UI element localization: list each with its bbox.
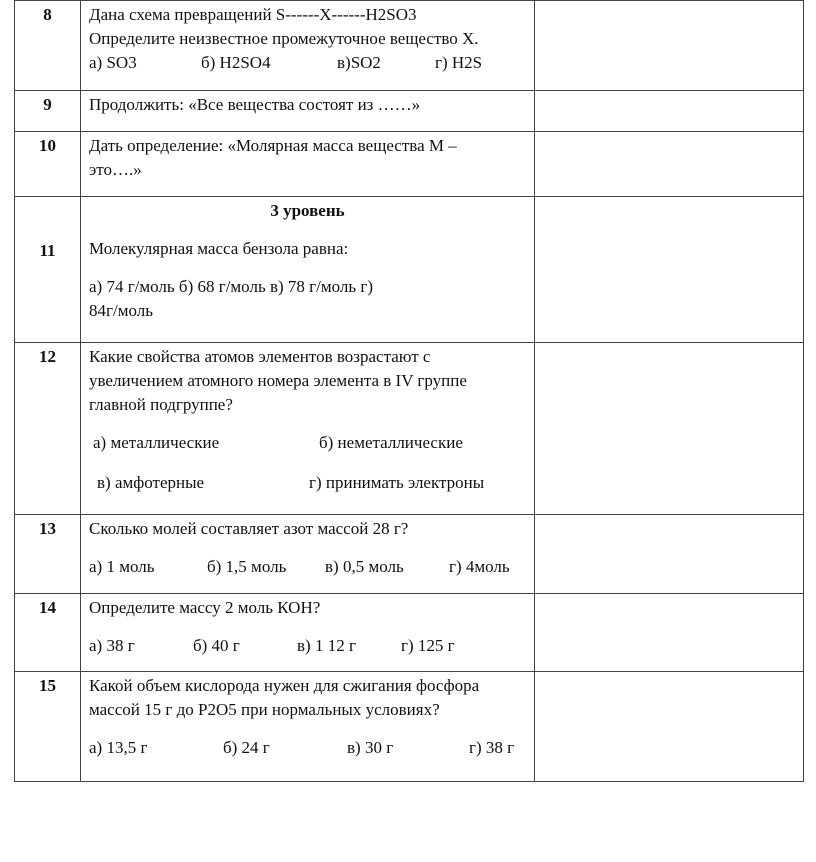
option-d: г) 125 г (401, 636, 455, 655)
option-c: в) 30 г (347, 738, 394, 757)
question-text (81, 672, 535, 782)
option-c: в)SO2 (337, 53, 381, 72)
option-b: б) 24 г (223, 738, 270, 757)
question-line: Какой объем кислорода нужен для сжигания фосфора (89, 676, 480, 695)
option-d: г) H2S (435, 53, 483, 72)
question-text (81, 197, 535, 343)
answer-options (89, 634, 526, 658)
question-line-part: Дана схема превращений S------X------H2SO3 (89, 5, 417, 24)
answer-cell[interactable] (535, 197, 804, 343)
question-text (81, 132, 535, 197)
option-a: а) SO3 (89, 53, 137, 72)
answer-options (89, 51, 526, 75)
option-a: а) 13,5 г (89, 738, 148, 757)
question-row (15, 594, 804, 672)
question-text (81, 91, 535, 132)
level-heading: 3 уровень (270, 201, 345, 220)
answer-options (89, 736, 526, 760)
answer-options-continued: 84г/моль (89, 301, 153, 320)
answer-options (89, 471, 526, 495)
answer-options: а) 74 г/моль б) 68 г/моль в) 78 г/моль г) (89, 277, 373, 296)
question-number-text: 11 (39, 241, 56, 260)
question-line: массой 15 г до Р2О5 при нормальных условиях? (89, 700, 440, 719)
answer-options (89, 555, 526, 579)
answer-cell[interactable] (535, 91, 804, 132)
question-number: 9 (15, 91, 81, 132)
answer-options (89, 431, 526, 455)
answer-cell[interactable] (535, 672, 804, 782)
option-c: в) амфотерные (97, 473, 205, 492)
option-b: б) неметаллические (319, 433, 463, 452)
question-text (81, 1, 535, 91)
question-row (15, 132, 804, 197)
questions-table (14, 0, 804, 782)
question-line: Дать определение: «Молярная масса вещества М – (89, 136, 457, 155)
question-number: 15 (15, 672, 81, 782)
question-line: Определите массу 2 моль КОН? (89, 598, 321, 617)
question-row (15, 197, 804, 343)
question-line: Сколько молей составляет азот массой 28 г? (89, 519, 409, 538)
question-number: 12 (15, 343, 81, 515)
option-a: а) 1 моль (89, 557, 155, 576)
question-line: увеличением атомного номера элемента в IV группе (89, 371, 467, 390)
question-row (15, 91, 804, 132)
option-d: г) 38 г (469, 738, 515, 757)
question-number: 13 (15, 515, 81, 594)
answer-cell[interactable] (535, 594, 804, 672)
answer-cell[interactable] (535, 132, 804, 197)
option-d: г) принимать электроны (309, 473, 485, 492)
question-number (15, 197, 81, 343)
option-b: б) 40 г (193, 636, 240, 655)
option-a: а) металлические (93, 433, 220, 452)
question-row (15, 1, 804, 91)
question-line: главной подгруппе? (89, 395, 233, 414)
answer-cell[interactable] (535, 515, 804, 594)
question-line: это….» (89, 160, 142, 179)
option-a: а) 38 г (89, 636, 135, 655)
option-d: г) 4моль (449, 557, 510, 576)
question-line (89, 3, 526, 27)
option-c: в) 0,5 моль (325, 557, 404, 576)
question-line-part: Определите неизвестное промежуточное вещество Х. (89, 29, 479, 48)
question-text (81, 515, 535, 594)
question-line: Какие свойства атомов элементов возрастают с (89, 347, 431, 366)
answer-cell[interactable] (535, 343, 804, 515)
option-b: б) H2SO4 (201, 53, 271, 72)
question-text (81, 594, 535, 672)
question-row (15, 343, 804, 515)
question-line: Молекулярная масса бензола равна: (89, 239, 349, 258)
question-number: 10 (15, 132, 81, 197)
question-row (15, 672, 804, 782)
question-row (15, 515, 804, 594)
option-c: в) 1 12 г (297, 636, 356, 655)
question-line: Продолжить: «Все вещества состоят из ……» (89, 95, 421, 114)
option-b: б) 1,5 моль (207, 557, 287, 576)
question-number: 8 (15, 1, 81, 91)
answer-cell[interactable] (535, 1, 804, 91)
question-number: 14 (15, 594, 81, 672)
question-text (81, 343, 535, 515)
question-line (89, 27, 526, 51)
